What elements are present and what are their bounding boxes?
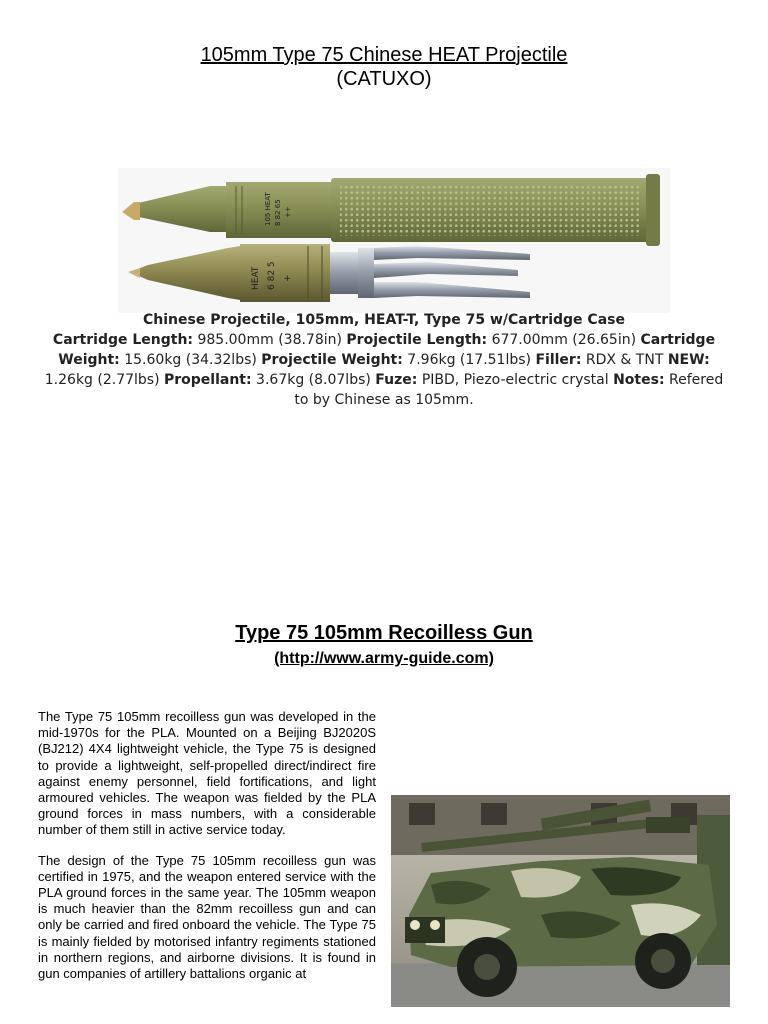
spec-label: Filler: [535, 352, 582, 368]
paragraph: The design of the Type 75 105mm recoilless gun was certified in 1975, and the weapon entered service with the PLA ground forces in the same year. The 105mm weapon is much heavier than the 82mm recoilless gun and can only be carried and fired onboard the vehicle. The Type 75 is mainly fielded by motorised infantry regiments stationed in northern regions, and airborne divisions. It is found in gun companies of artillery battalions organic at [38, 852, 376, 982]
spec-value: 985.00mm (38.78in) [193, 332, 347, 348]
spec-label: Cartridge Length: [52, 332, 194, 348]
case-marking-line1: 105 HEAT [264, 192, 272, 226]
spec-value: Refered to by Chinese as 105mm. [294, 372, 724, 408]
spec-value: 7.96kg (17.51lbs) [402, 352, 536, 368]
projectile-marking-line2: 6 82 5 [267, 261, 277, 290]
caption-specs [36, 330, 732, 410]
projectile-caption [36, 310, 732, 410]
spec-value: 1.26kg (2.77lbs) [44, 372, 164, 388]
spec-label: Projectile Length: [346, 332, 488, 348]
projectile-title: 105mm Type 75 Chinese HEAT Projectile [200, 44, 568, 66]
spec-label: Notes: [613, 372, 665, 388]
projectile-subtitle: (CATUXO) [336, 68, 432, 90]
spec-value: PIBD, Piezo-electric crystal [417, 372, 614, 388]
spec-value: RDX & TNT [581, 352, 668, 368]
spec-label: Cartridge Weight: [58, 332, 716, 368]
spec-value: 3.67kg (8.07lbs) [251, 372, 376, 388]
section-title: Type 75 105mm Recoilless Gun [235, 622, 533, 644]
spec-label: Propellant: [164, 372, 252, 388]
article-body [38, 709, 376, 996]
case-marking-line2: 8 82 65 [274, 199, 282, 226]
cartridge-projectile-illustration [118, 168, 670, 313]
type75-vehicle-photo [391, 795, 730, 1007]
paragraph: The Type 75 105mm recoilless gun was developed in the mid-1970s for the PLA. Mounted on a Beijing BJ2020S (BJ212) 4X4 lightweight vehicle, the Type 75 is designed to provide a lightweight, self-propelled direct/indirect fire against enemy personnel, field fortifications, and light armoured vehicles. The weapon was fielded by the PLA ground forces in mass numbers, with a considerable number of them still in active service today. [38, 709, 376, 838]
caption-heading: Chinese Projectile, 105mm, HEAT-T, Type 75 w/Cartridge Case [143, 312, 625, 328]
source-link[interactable]: (http://www.army-guide.com) [274, 650, 494, 667]
projectile-marking-line1: HEAT [251, 266, 261, 290]
spec-value: 677.00mm (26.65in) [487, 332, 641, 348]
projectile-marking-line3: + [283, 274, 293, 282]
case-marking-line3: ++ [284, 206, 292, 218]
spec-label: Projectile Weight: [261, 352, 403, 368]
document-title [0, 44, 768, 91]
spec-label: NEW: [667, 352, 710, 368]
spec-label: Fuze: [375, 372, 418, 388]
spec-value: 15.60kg (34.32lbs) [119, 352, 262, 368]
